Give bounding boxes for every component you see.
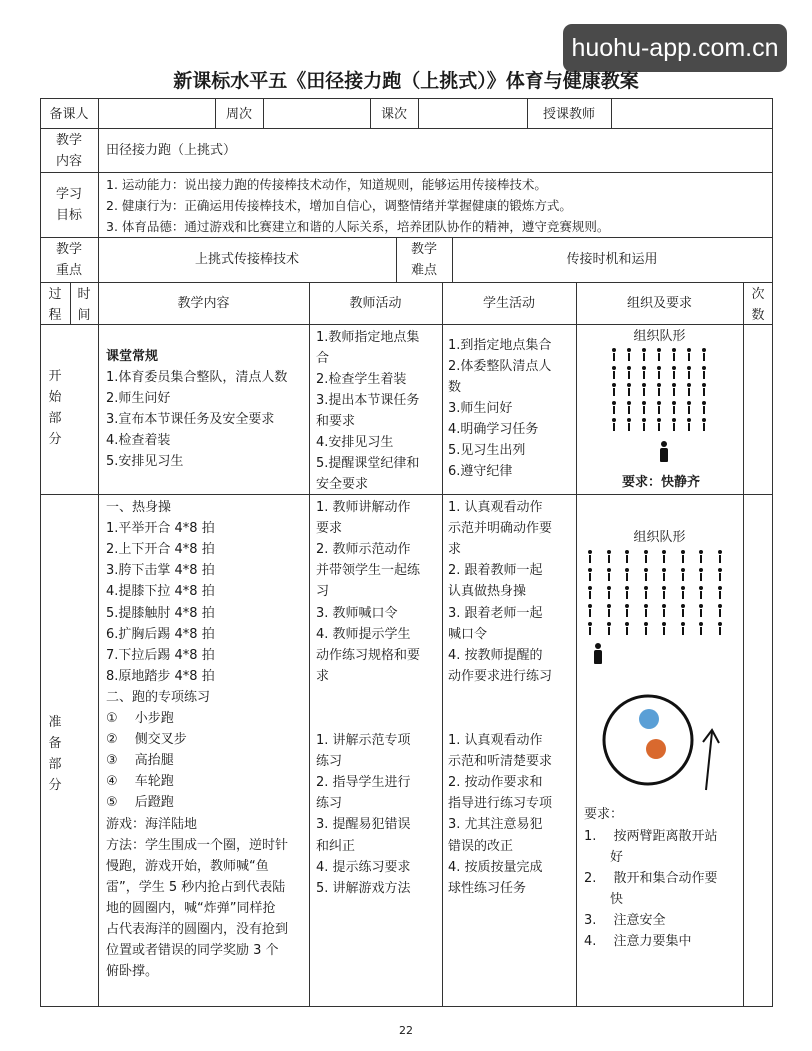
start-student-line: 1.到指定地点集合 (448, 338, 552, 353)
prep-student-line: 4. 按质按量完成 (448, 859, 543, 875)
student-figure-icon (627, 348, 631, 361)
start-org-title: 组织队形 (633, 329, 686, 344)
start-org-require: 要求：快静齐 (622, 475, 701, 490)
prep-teacher-line: 和纠正 (316, 838, 356, 854)
student-figure-icon (642, 418, 646, 431)
student-figure-icon (625, 550, 629, 563)
student-figure-icon (672, 418, 676, 431)
prep-require-line: 1. 按两臂距离散开站 (584, 829, 718, 844)
start-content-title: 课堂常规 (106, 349, 159, 364)
prep-teacher-line: 5. 讲解游戏方法 (316, 880, 411, 896)
student-figure-icon (662, 550, 666, 563)
start-teacher-line: 3.提出本节课任务 (316, 393, 420, 408)
student-figure-icon (672, 383, 676, 396)
student-figure-icon (681, 550, 685, 563)
student-figure-icon (588, 568, 592, 581)
prep-teacher-line: 3. 教师喊口令 (316, 605, 398, 621)
student-figure-icon (644, 622, 648, 635)
student-figure-icon (657, 348, 661, 361)
student-figure-icon (642, 366, 646, 379)
start-section-label: 开始部分 (48, 369, 62, 447)
key-point-label: 教学重点 (55, 242, 82, 278)
student-figure-icon (662, 604, 666, 617)
student-figure-icon (702, 366, 706, 379)
col-org: 组织及要求 (626, 296, 692, 311)
student-figure-icon (612, 401, 616, 414)
prep-content-line: ② 侧交叉步 (106, 732, 187, 748)
student-figure-icon (607, 568, 611, 581)
student-figure-icon (702, 348, 706, 361)
start-teacher-line: 5.提醒课堂纪律和 (316, 456, 420, 471)
prep-content-line: 6.扩胸后踢 4*8 拍 (106, 626, 215, 642)
student-figure-icon (662, 622, 666, 635)
prep-org-title: 组织队形 (633, 530, 686, 545)
start-teacher-line: 安全要求 (316, 477, 369, 492)
start-content-item: 3.宣布本节课任务及安全要求 (106, 412, 275, 427)
student-figure-icon (662, 568, 666, 581)
prep-teacher-line: 4. 提示练习要求 (316, 859, 411, 875)
col-teacher: 教师活动 (349, 296, 402, 311)
prep-teacher-line: 3. 提醒易犯错误 (316, 817, 411, 833)
prep-require-line: 快 (584, 892, 624, 907)
student-figure-icon (607, 586, 611, 599)
prep-content-line: 8.原地踏步 4*8 拍 (106, 668, 215, 684)
teacher-figure-icon (594, 643, 602, 665)
student-figure-icon (644, 550, 648, 563)
col-process: 过程 (48, 287, 62, 323)
objective-item: 3. 体育品德：通过游戏和比赛建立和谐的人际关系，培养团队协作的精神，遵守竞赛规则。 (106, 219, 610, 234)
start-content-item: 5.安排见习生 (106, 454, 184, 469)
page-title: 新课标水平五《田径接力跑（上挑式）》体育与健康教案 (173, 70, 639, 92)
student-figure-icon (607, 550, 611, 563)
prep-student-line: 3. 跟着老师一起 (448, 605, 543, 621)
difficult-point-value: 传接时机和运用 (566, 252, 658, 267)
student-figure-icon (627, 366, 631, 379)
student-figure-icon (588, 604, 592, 617)
col-time: 时间 (77, 287, 91, 323)
student-figure-icon (702, 418, 706, 431)
prep-teacher-line: 要求 (316, 521, 343, 537)
prep-require-line: 2. 散开和集合动作要 (584, 871, 718, 886)
content-value: 田径接力跑（上挑式） (106, 143, 237, 158)
prep-content-line: 二、跑的专项练习 (106, 689, 211, 705)
student-figure-icon (681, 568, 685, 581)
student-figure-icon (588, 550, 592, 563)
prep-teacher-line: 习 (316, 584, 330, 600)
difficult-point-label: 教学难点 (410, 242, 437, 278)
student-figure-icon (672, 401, 676, 414)
start-content-item: 4.检查着装 (106, 433, 171, 448)
prep-content-line: 5.提膝触肘 4*8 拍 (106, 605, 215, 621)
prep-teacher-line: 2. 指导学生进行 (316, 775, 411, 791)
student-figure-icon (612, 366, 616, 379)
student-figure-icon (718, 586, 722, 599)
student-figure-icon (718, 568, 722, 581)
student-figure-icon (627, 418, 631, 431)
student-figure-icon (625, 568, 629, 581)
objective-item: 1. 运动能力：说出接力跑的传接棒技术动作，知道规则，能够运用传接棒技术。 (106, 177, 547, 192)
student-figure-icon (627, 383, 631, 396)
col-count: 次数 (751, 287, 765, 323)
lesson-no-field[interactable] (420, 104, 526, 124)
preparer-field[interactable] (100, 104, 214, 124)
game-circle-diagram (598, 686, 738, 798)
student-figure-icon (625, 622, 629, 635)
student-figure-icon (672, 366, 676, 379)
prep-content-line: 雷”，学生 5 秒内抢占到代表陆 (106, 879, 286, 895)
prep-content-line: 3.胯下击掌 4*8 拍 (106, 563, 215, 579)
prep-content-line: 1.平举开合 4*8 拍 (106, 521, 215, 537)
prep-teacher-line: 4. 教师提示学生 (316, 626, 411, 642)
prep-student-line: 示范并明确动作要 (448, 521, 553, 537)
teacher-label: 授课教师 (542, 107, 595, 122)
student-figure-icon (644, 586, 648, 599)
prep-content-line: ① 小步跑 (106, 711, 174, 726)
student-figure-icon (681, 604, 685, 617)
prep-student-line: 喊口令 (448, 626, 488, 642)
prep-content-line: 俯卧撑。 (106, 964, 159, 980)
student-figure-icon (718, 622, 722, 635)
prep-content-line: 一、热身操 (106, 500, 172, 515)
start-student-line: 6.遵守纪律 (448, 464, 513, 479)
prep-student-line: 1. 认真观看动作 (448, 500, 543, 515)
student-figure-icon (687, 383, 691, 396)
prep-student-line: 球性练习任务 (448, 880, 527, 896)
teacher-field[interactable] (613, 104, 771, 124)
student-figure-icon (687, 418, 691, 431)
prep-content-line: 位置或者错误的同学奖励 3 个 (106, 943, 279, 959)
col-student: 学生活动 (482, 296, 535, 311)
prep-require-line: 好 (584, 850, 624, 865)
prep-student-line: 指导进行练习专项 (448, 796, 553, 812)
student-figure-icon (588, 586, 592, 599)
prep-content-line: 7.下拉后踢 4*8 拍 (106, 647, 215, 663)
student-figure-icon (687, 366, 691, 379)
student-figure-icon (687, 401, 691, 414)
student-figure-icon (607, 622, 611, 635)
prep-student-line: 动作要求进行练习 (448, 668, 553, 684)
student-figure-icon (612, 418, 616, 431)
student-figure-icon (681, 622, 685, 635)
start-content-item: 2.师生问好 (106, 391, 171, 406)
student-figure-icon (588, 622, 592, 635)
student-figure-icon (607, 604, 611, 617)
prep-teacher-line: 并带领学生一起练 (316, 563, 421, 579)
student-figure-icon (699, 604, 703, 617)
prep-teacher-line: 练习 (316, 754, 343, 770)
teacher-figure-icon (660, 441, 668, 463)
prep-content-line: ④ 车轮跑 (106, 774, 174, 790)
prep-teacher-line: 2. 教师示范动作 (316, 542, 411, 558)
prep-student-line: 3. 尤其注意易犯 (448, 817, 543, 833)
start-teacher-line: 4.安排见习生 (316, 435, 394, 450)
student-figure-icon (644, 568, 648, 581)
objectives-label: 学习目标 (55, 187, 82, 223)
run-direction-arrow (706, 732, 712, 790)
student-figure-icon (699, 586, 703, 599)
prep-teacher-line: 练习 (316, 796, 343, 812)
student-figure-icon (657, 366, 661, 379)
prep-content-line: 占代表海洋的圆圈内，没有抢到 (106, 922, 289, 937)
start-teacher-line: 和要求 (316, 414, 356, 429)
prep-student-line: 示范和听清楚要求 (448, 754, 553, 770)
prep-student-line: 1. 认真观看动作 (448, 733, 543, 748)
prep-section-label: 准备部分 (48, 715, 62, 793)
student-figure-icon (699, 622, 703, 635)
objective-item: 2. 健康行为：正确运用传接棒技术，增加自信心，调整情绪并掌握健康的锻炼方式。 (106, 198, 572, 213)
prep-student-line: 2. 按动作要求和 (448, 775, 543, 791)
student-figure-icon (672, 348, 676, 361)
student-figure-icon (625, 586, 629, 599)
start-teacher-line: 1.教师指定地点集 (316, 330, 420, 345)
prep-student-line: 求 (448, 542, 462, 558)
student-figure-icon (644, 604, 648, 617)
prep-require-line: 3. 注意安全 (584, 913, 666, 928)
start-teacher-line: 2.检查学生着装 (316, 372, 407, 387)
student-figure-icon (657, 418, 661, 431)
prep-content-line: 2.上下开合 4*8 拍 (106, 542, 215, 558)
start-student-line: 数 (448, 380, 462, 395)
page-number: 22 (399, 1024, 413, 1037)
student-figure-icon (699, 550, 703, 563)
prep-require-line: 4. 注意力要集中 (584, 934, 692, 949)
start-student-line: 3.师生问好 (448, 401, 513, 416)
col-content: 教学内容 (177, 296, 230, 311)
start-teacher-line: 合 (316, 351, 330, 366)
content-label: 教学内容 (55, 133, 82, 169)
prep-content-line: 慢跑，游戏开始，教师喊“鱼 (106, 858, 269, 874)
start-student-line: 2.体委整队清点人 (448, 359, 552, 374)
student-figure-icon (699, 568, 703, 581)
student-figure-icon (702, 383, 706, 396)
week-field[interactable] (265, 104, 369, 124)
prep-content-line: 游戏：海洋陆地 (106, 816, 198, 832)
prep-content-line: 方法：学生围成一个圈，逆时针 (106, 837, 289, 853)
student-figure-icon (702, 401, 706, 414)
student-figure-icon (642, 383, 646, 396)
prep-org-require-title: 要求： (584, 807, 624, 822)
student-figure-icon (625, 604, 629, 617)
student-figure-icon (642, 401, 646, 414)
watermark-badge: huohu-app.com.cn (563, 24, 787, 72)
prep-teacher-line: 1. 讲解示范专项 (316, 733, 411, 748)
student-figure-icon (718, 604, 722, 617)
student-figure-icon (612, 383, 616, 396)
student-figure-icon (642, 348, 646, 361)
student-figure-icon (657, 401, 661, 414)
key-point-value: 上挑式传接棒技术 (194, 252, 299, 267)
prep-content-line: ③ 高抬腿 (106, 753, 174, 769)
prep-student-line: 认真做热身操 (448, 584, 527, 600)
student-figure-icon (657, 383, 661, 396)
prep-content-line: 4.提膝下拉 4*8 拍 (106, 584, 215, 600)
land-circle-icon (639, 709, 659, 729)
student-figure-icon (627, 401, 631, 414)
prep-teacher-line: 求 (316, 668, 330, 684)
prep-content-line: ⑤ 后蹬跑 (106, 795, 174, 811)
preparer-label: 备课人 (49, 107, 89, 122)
student-figure-icon (662, 586, 666, 599)
prep-student-line: 4. 按教师提醒的 (448, 647, 543, 663)
student-figure-icon (612, 348, 616, 361)
start-student-line: 5.见习生出列 (448, 443, 526, 458)
start-content-item: 1.体育委员集合整队，清点人数 (106, 370, 288, 385)
start-student-line: 4.明确学习任务 (448, 422, 539, 437)
prep-teacher-line: 1. 教师讲解动作 (316, 500, 411, 515)
lesson-no-label: 课次 (380, 107, 407, 122)
week-label: 周次 (225, 107, 252, 122)
prep-teacher-line: 动作练习规格和要 (316, 647, 421, 663)
prep-content-line: 地的圆圈内，喊“炸弹”同样抢 (106, 900, 276, 916)
student-figure-icon (718, 550, 722, 563)
prep-student-line: 2. 跟着教师一起 (448, 563, 543, 579)
prep-student-line: 错误的改正 (448, 838, 514, 854)
student-figure-icon (681, 586, 685, 599)
ocean-circle-icon (646, 739, 666, 759)
student-figure-icon (687, 348, 691, 361)
